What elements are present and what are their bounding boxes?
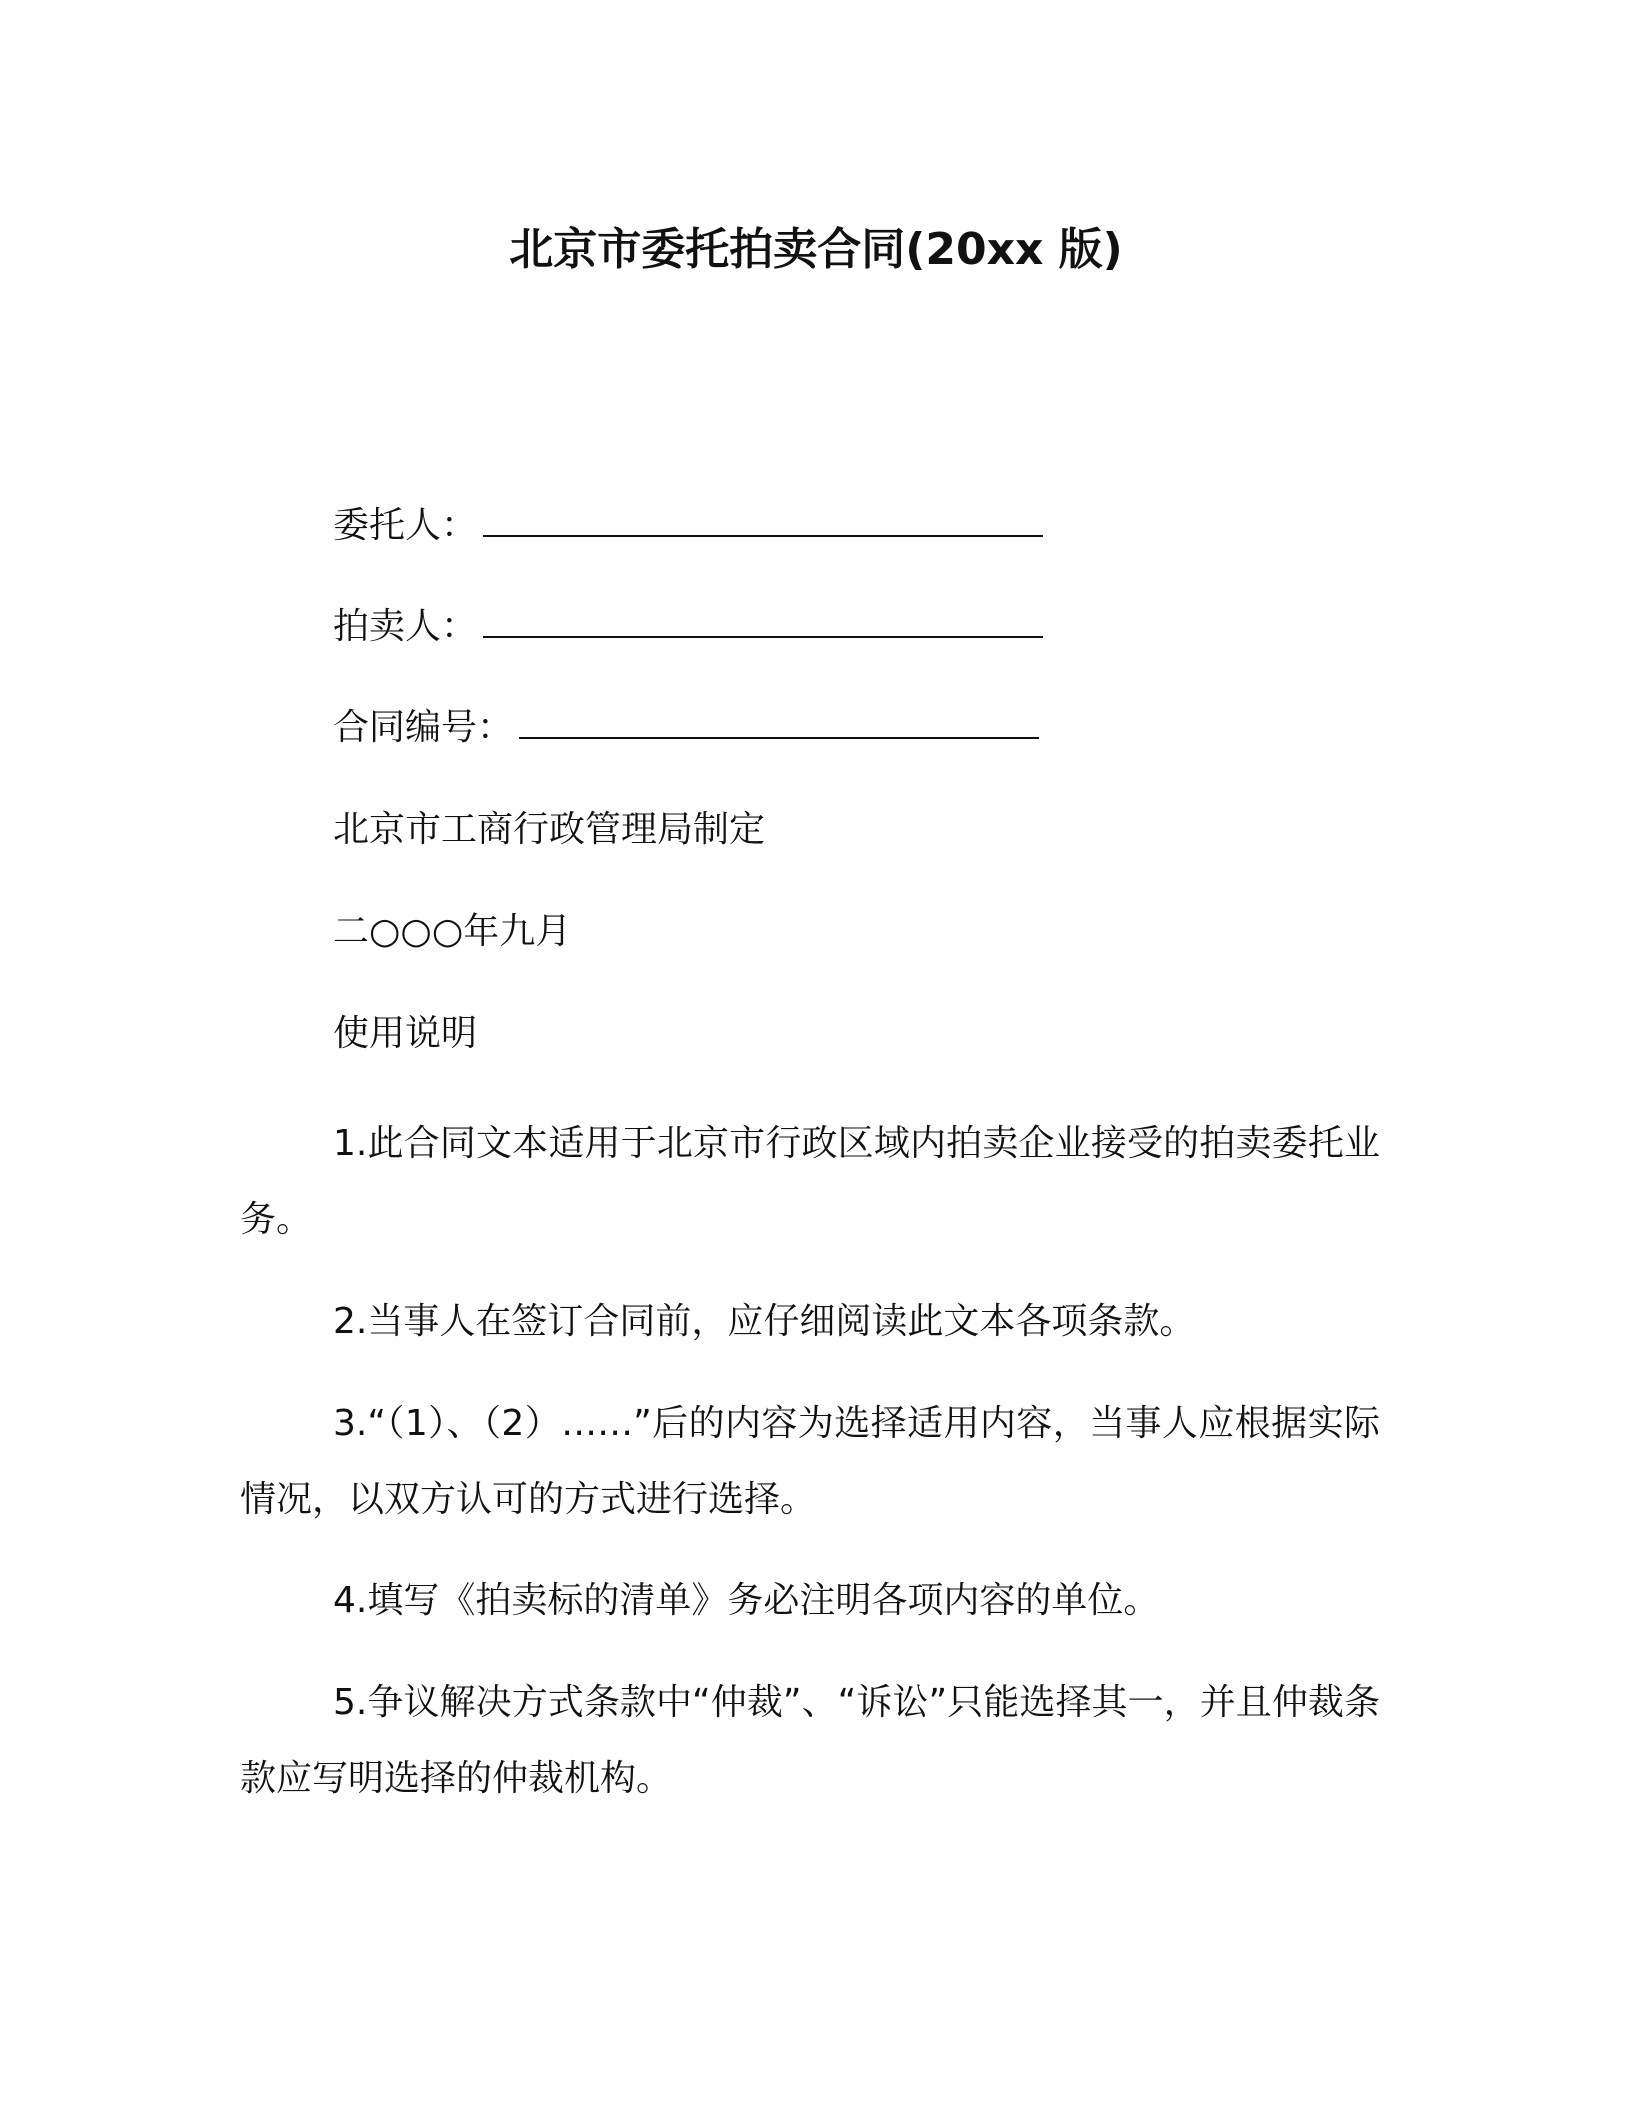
contract-number-label: 合同编号： [333, 707, 514, 748]
instructions-heading: 使用说明 [333, 1013, 478, 1054]
instruction-item-5: 5.争议解决方式条款中“仲裁”、“诉讼”只能选择其一，并且仲裁条款应写明选择的仲裁机构。 [240, 1682, 1380, 1799]
client-blank[interactable] [483, 505, 1043, 537]
document-title: 北京市委托拍卖合同(20xx 版) [509, 224, 1123, 275]
date-line: 二○○○年九月 [333, 911, 572, 952]
auctioneer-label: 拍卖人： [333, 606, 478, 647]
contract-number-field [333, 704, 1039, 752]
instruction-item-1: 1.此合同文本适用于北京市行政区域内拍卖企业接受的拍卖委托业务。 [240, 1123, 1380, 1240]
issuer-line: 北京市工商行政管理局制定 [333, 809, 766, 850]
instruction-item-2: 2.当事人在签订合同前，应仔细阅读此文本各项条款。 [333, 1301, 1196, 1342]
client-field [333, 502, 1043, 550]
instruction-item-3: 3.“（1）、（2）……”后的内容为选择适用内容，当事人应根据实际情况，以双方认可的方式进行选择。 [240, 1403, 1380, 1520]
auctioneer-field [333, 603, 1043, 651]
auctioneer-blank[interactable] [483, 606, 1043, 638]
contract-number-blank[interactable] [519, 707, 1039, 739]
client-label: 委托人： [333, 505, 478, 546]
instruction-item-4: 4.填写《拍卖标的清单》务必注明各项内容的单位。 [333, 1580, 1160, 1621]
